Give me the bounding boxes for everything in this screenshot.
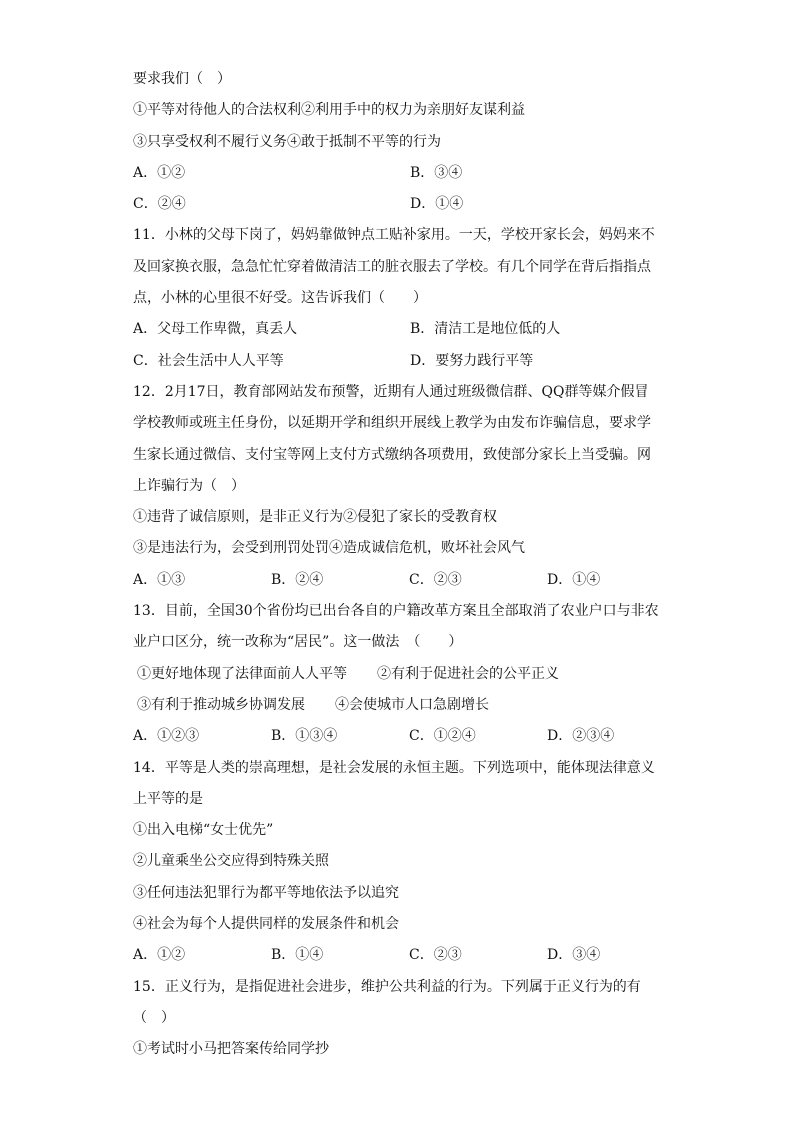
text-line: 14．平等是人类的崇高理想，是社会发展的永恒主题。下列选项中，能体现法律意义 — [133, 759, 655, 776]
text-line: 要求我们（ ） — [133, 71, 231, 87]
text-line: 及回家换衣服，急急忙忙穿着做清洁工的脏衣服去了学校。有几个同学在背后指指点 — [133, 258, 651, 275]
answer-option: A．①② — [133, 947, 186, 964]
answer-option: B．①③④ — [271, 728, 338, 745]
answer-option: A．①② — [133, 164, 186, 181]
answer-options-row — [133, 940, 665, 971]
answer-option: C．②④ — [133, 196, 186, 213]
text-line: 学校教师或班主任身份，以延期开学和组织开展线上教学为由发布诈骗信息，要求学 — [133, 415, 651, 432]
answer-option: C．社会生活中人人平等 — [133, 352, 284, 369]
answer-option: B．③④ — [410, 164, 463, 181]
answer-option: D．①④ — [547, 571, 601, 588]
answer-option: A．父母工作卑微，真丢人 — [133, 321, 298, 338]
text-line: ③只享受权利不履行义务④敢于抵制不平等的行为 — [133, 133, 441, 150]
answer-option: D．②③④ — [547, 728, 615, 745]
text-line: 15．正义行为，是指促进社会进步，维护公共利益的行为。下列属于正义行为的有 — [133, 978, 641, 995]
text-line: 上诈骗行为（ ） — [133, 477, 245, 494]
answer-options-row — [133, 565, 665, 596]
text-line: 业户口区分，统一改称为“居民”。这一做法 （ ） — [133, 634, 463, 651]
answer-option: A．①③ — [133, 571, 186, 588]
text-line: 上平等的是 — [133, 790, 203, 807]
text-line: ②儿童乘坐公交应得到特殊关照 — [133, 853, 329, 870]
text-line: ①平等对待他人的合法权利②利用手中的权力为亲朋好友谋利益 — [133, 102, 525, 119]
answer-option: B．清洁工是地位低的人 — [410, 321, 561, 338]
text-line: 生家长通过微信、支付宝等网上支付方式缴纳各项费用，致使部分家长上当受骗。网 — [133, 446, 651, 463]
text-line: ①出入电梯“女士优先” — [133, 822, 274, 839]
answer-option: B．①④ — [271, 947, 324, 964]
statement-pair-line — [133, 690, 665, 721]
text-line: ①违背了诚信原则，是非正义行为②侵犯了家长的受教育权 — [133, 509, 497, 526]
statement-item: ③有利于推动城乡协调发展 — [137, 696, 305, 713]
answer-options-row — [133, 346, 665, 377]
statement-item: ④会使城市人口急剧增长 — [335, 696, 489, 713]
text-line: ③是违法行为，会受到刑罚处罚④造成诚信危机，败坏社会风气 — [133, 540, 525, 557]
text-line: 点，小林的心里很不好受。这告诉我们（ ） — [133, 290, 427, 307]
answer-options-row — [133, 721, 665, 752]
text-line: 11．小林的父母下岗了，妈妈靠做钟点工贴补家用。一天，学校开家长会，妈妈来不 — [133, 227, 655, 244]
statement-pair-line — [133, 659, 665, 690]
answer-option: C．①②④ — [409, 728, 476, 745]
answer-option: C．②③ — [409, 571, 462, 588]
answer-option: D．③④ — [547, 947, 601, 964]
answer-options-row — [133, 158, 665, 189]
answer-option: D．①④ — [410, 196, 464, 213]
text-line: ①考试时小马把答案传给同学抄 — [133, 1041, 329, 1058]
answer-options-row — [133, 314, 665, 345]
answer-option: B．②④ — [271, 571, 324, 588]
text-line: ③任何违法犯罪行为都平等地依法予以追究 — [133, 884, 399, 901]
statement-item: ②有利于促进社会的公平正义 — [377, 665, 559, 682]
text-line: 13．目前，全国30个省份均已出台各自的户籍改革方案且全部取消了农业户口与非农 — [133, 603, 659, 620]
answer-option: D．要努力践行平等 — [410, 352, 534, 369]
statement-item: ①更好地体现了法律面前人人平等 — [137, 665, 347, 682]
answer-option: A．①②③ — [133, 728, 200, 745]
text-line: 12．2月17日，教育部网站发布预警，近期有人通过班级微信群、QQ群等媒介假冒 — [133, 383, 649, 400]
text-line: （ ） — [133, 1009, 175, 1026]
answer-options-row — [133, 189, 665, 220]
document-body — [133, 64, 665, 1066]
text-line: ④社会为每个人提供同样的发展条件和机会 — [133, 916, 399, 933]
answer-option: C．②③ — [409, 947, 462, 964]
